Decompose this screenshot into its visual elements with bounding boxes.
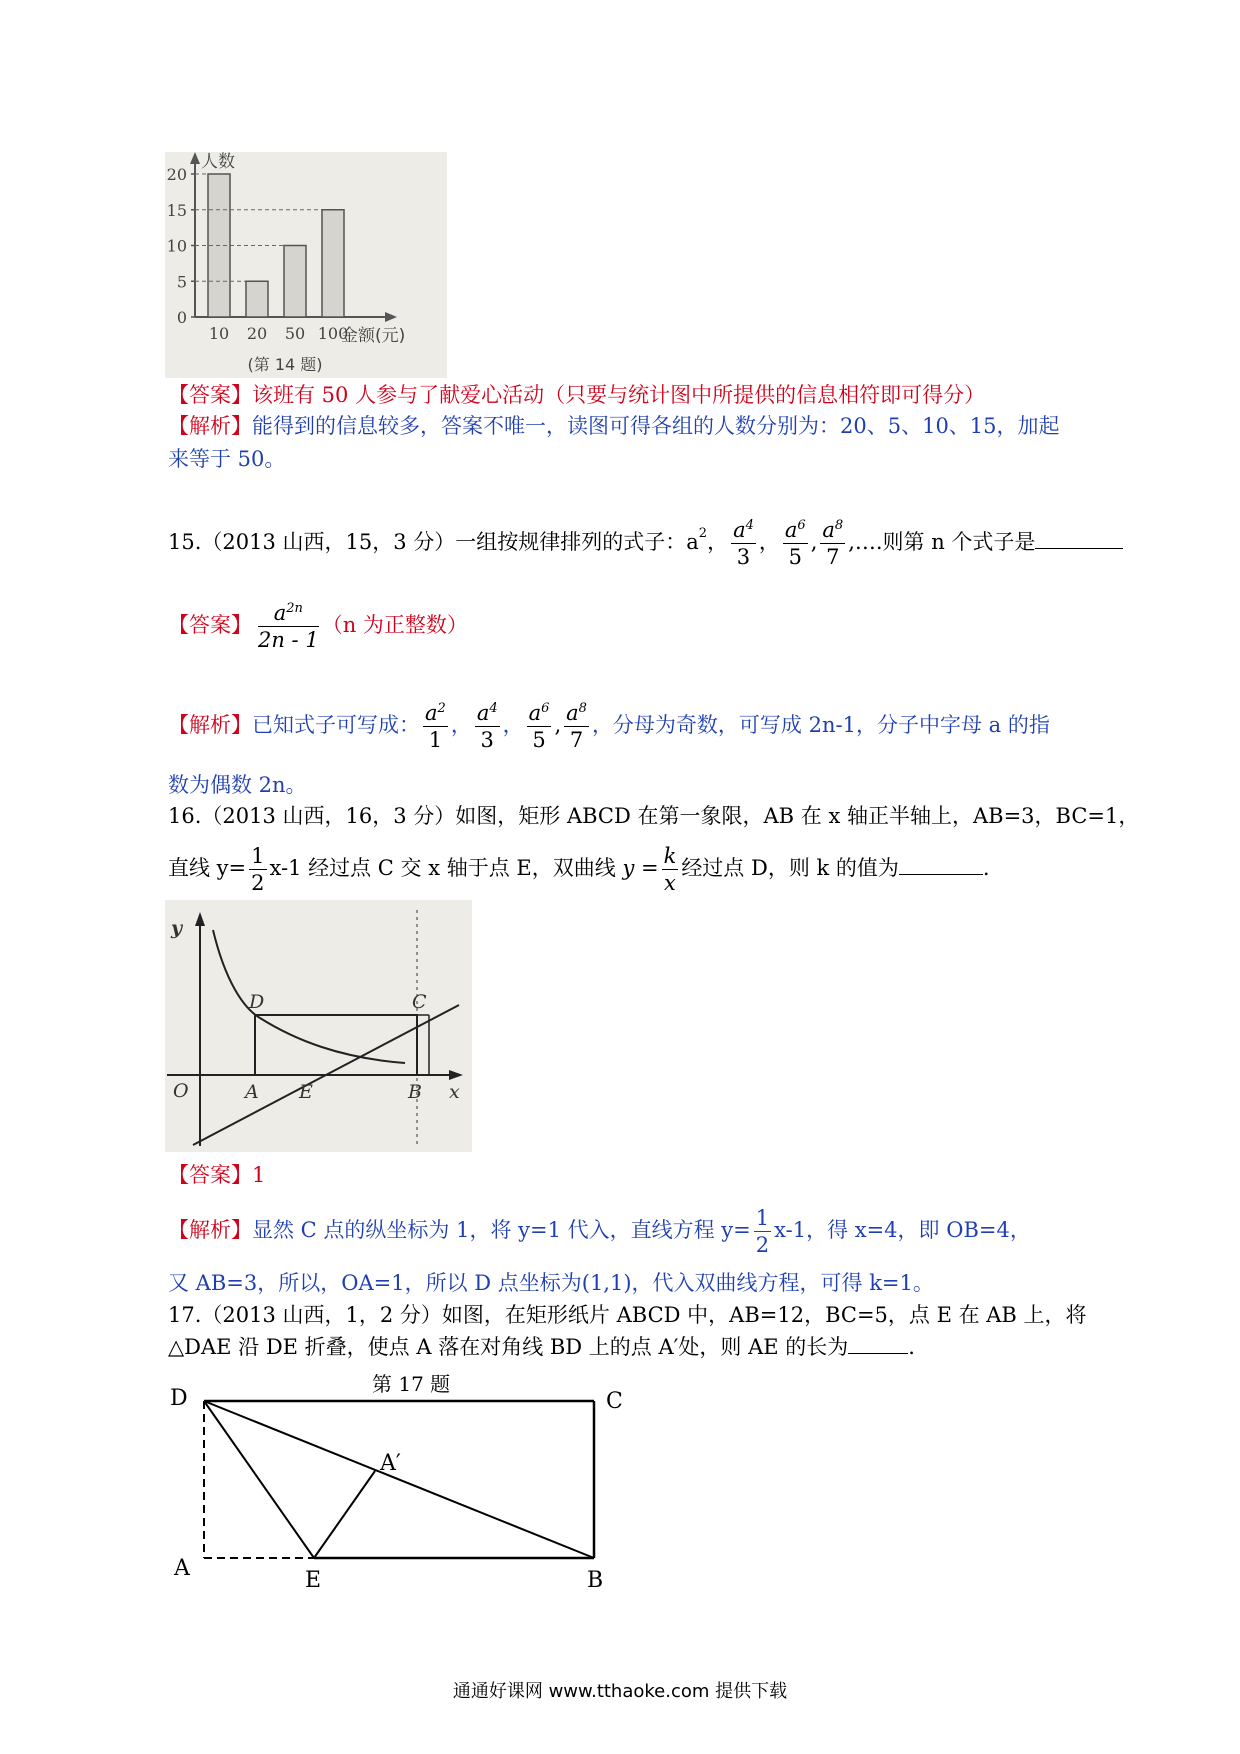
- bar: [246, 281, 268, 317]
- x-tick-label: 100: [317, 324, 349, 343]
- bar-chart-svg: [165, 152, 447, 378]
- q16-answer-line: [168, 1160, 265, 1190]
- y-axis-arrow: [190, 152, 200, 164]
- q17-figure: [160, 1368, 630, 1600]
- answer-blank: [1035, 528, 1123, 549]
- x-tick-label: 10: [208, 324, 230, 343]
- q14-analysis-line1: [168, 411, 1060, 441]
- point-a-label: A: [245, 1081, 259, 1103]
- q14-answer-text: 该班有 50 人参与了献爱心活动（只要与统计图中所提供的信息相符即可得分）: [252, 383, 986, 407]
- q15-answer-note: （n 为正整数）: [321, 613, 468, 637]
- q16-stem-l2c: 经过点 D，则 k 的值为: [681, 856, 899, 880]
- analysis-tag: 【解析】: [168, 713, 252, 737]
- q16-analysis-line2: 又 AB=3，所以，OA=1，所以 D 点坐标为(1,1)，代入双曲线方程，可得 k=1。: [168, 1271, 934, 1295]
- point-d-label: D: [170, 1386, 188, 1411]
- q14-analysis-text1: 能得到的信息较多，答案不唯一，读图可得各组的人数分别为：20、5、10、15，加起: [252, 414, 1060, 438]
- q14-analysis-line2: 来等于 50。: [168, 447, 286, 471]
- q16-stem-y: y =: [622, 856, 659, 880]
- point-a-label: A: [174, 1556, 190, 1581]
- bar: [322, 210, 344, 317]
- q15-analysis-line2: 数为偶数 2n。: [168, 773, 307, 797]
- q17-figure-title: 第 17 题: [372, 1372, 451, 1396]
- answer-tag: 【答案】: [168, 613, 252, 637]
- q15-stem: 15.（2013 山西，15，3 分）一组按规律排列的式子：$a^2$， $\frac{a^4}{3}$ ， $\frac{a^6}{5}$ , $\frac{a^8}{7}$ ,….则第 n 个式子是: [168, 508, 1123, 572]
- q16-figure-svg: [165, 900, 472, 1152]
- q16-analysis-l1a: 显然 C 点的纵坐标为 1，将 y=1 代入，直线方程 y=: [252, 1218, 751, 1242]
- x-tick-label: 50: [284, 324, 306, 343]
- q16-answer-text: 1: [252, 1163, 266, 1187]
- bar: [284, 246, 306, 318]
- q15-term-1: $\frac{a^4}{3}$: [733, 518, 754, 569]
- q15-term-3: $\frac{a^8}{7}$: [822, 518, 844, 569]
- answer-tag: 【答案】: [168, 1163, 252, 1187]
- answer-blank: [848, 1333, 908, 1354]
- x-axis-label: 金额(元): [341, 326, 406, 346]
- chart-caption: (第 14 题): [247, 355, 323, 374]
- q16-hyperbola-fraction: $\frac{k}{x}$: [663, 843, 677, 895]
- q17-figure-svg: [160, 1368, 630, 1600]
- q17-stem-line2-text: △DAE 沿 DE 折叠，使点 A 落在对角线 BD 上的点 A′处，则 AE 的长为: [168, 1335, 849, 1359]
- point-e-label: E: [299, 1081, 313, 1103]
- y-tick-label: 20: [166, 165, 187, 184]
- q15-answer-line: [168, 595, 468, 655]
- q16-figure: [165, 900, 472, 1152]
- q16-stem-l2a: 直线 y=: [168, 856, 247, 880]
- origin-label: O: [173, 1080, 189, 1102]
- q16-analysis-fraction: $\frac{1}{2}$: [755, 1205, 770, 1257]
- q15-analysis-term-1: $\frac{a^2}{1}$: [425, 701, 446, 752]
- q15-analysis-suffix: ，分母为奇数，可写成 2n-1，分子中字母 a 的指: [591, 713, 1050, 737]
- page-footer: 通通好课网 www.tthaoke.com 提供下载: [452, 1681, 788, 1702]
- y-tick-label: 0: [176, 308, 187, 327]
- y-tick-label: 10: [166, 236, 187, 256]
- q15-stem-sup: 2: [698, 526, 708, 541]
- point-e-label: E: [305, 1568, 322, 1593]
- bar-chart-figure: [165, 152, 447, 378]
- y-axis-label: 人数: [201, 152, 235, 172]
- point-b-label: B: [408, 1081, 422, 1103]
- point-c-label: C: [606, 1389, 623, 1414]
- y-tick-label: 5: [176, 272, 187, 292]
- point-b-label: B: [587, 1568, 604, 1593]
- answer-blank: [899, 854, 983, 875]
- q15-stem-suffix: ,….则第 n 个式子是: [848, 530, 1036, 554]
- x-axis-arrow: [385, 312, 397, 322]
- analysis-tag: 【解析】: [168, 414, 252, 438]
- q15-analysis-term-4: $\frac{a^8}{7}$: [566, 701, 587, 752]
- q15-analysis-line1: 【解析】已知式子可写成： $\frac{a^2}{1}$ ， $\frac{a^4}{3}$ ， $\frac{a^6}{5}$ , $\frac{a^8}{7}$ ，分母为奇数，可写成 2n-1，分子中字母 a 的指: [168, 701, 1050, 752]
- q16-stem-line1: 16.（2013 山西，16，3 分）如图，矩形 ABCD 在第一象限，AB 在 x 轴正半轴上，AB=3，BC=1，: [168, 804, 1140, 828]
- q16-slope-fraction: $\frac{1}{2}$: [251, 843, 265, 895]
- q16-analysis-line1: [168, 1200, 1031, 1260]
- axis-y-label: y: [171, 917, 183, 939]
- q17-stem-line2: △DAE 沿 DE 折叠，使点 A 落在对角线 BD 上的点 A′处，则 AE 的长为 .: [168, 1335, 915, 1359]
- x-tick-label: 20: [246, 324, 268, 343]
- analysis-tag: 【解析】: [168, 1218, 252, 1242]
- q16-stem-line2: 直线 y= $\frac{1}{2}$ x-1 经过点 C 交 x 轴于点 E，双曲线 y = $\frac{k}{x}$ 经过点 D，则 k 的值为 .: [168, 843, 990, 895]
- q15-analysis-term-3: $\frac{a^6}{5}$: [528, 701, 550, 752]
- y-tick-label: 15: [166, 200, 187, 220]
- point-a-prime-label: A′: [380, 1451, 401, 1476]
- point-d-label: D: [249, 991, 265, 1013]
- q15-stem-prefix: 15.（2013 山西，15，3 分）一组按规律排列的式子：a: [168, 530, 699, 554]
- q15-answer-fraction: $\frac{a^{2n}}{2n - 1}$: [258, 601, 319, 652]
- q17-stem-line1: 17.（2013 山西，1，2 分）如图，在矩形纸片 ABCD 中，AB=12，BC=5，点 E 在 AB 上，将: [168, 1303, 1087, 1327]
- answer-tag: 【答案】: [168, 383, 252, 407]
- q15-term-2: $\frac{a^6}{5}$: [784, 518, 806, 569]
- axis-x-label: x: [449, 1081, 460, 1103]
- q16-stem-l2b: x-1 经过点 C 交 x 轴于点 E，双曲线: [269, 856, 616, 880]
- q15-analysis-term-2: $\frac{a^4}{3}$: [476, 701, 498, 752]
- q16-analysis-l1b: x-1，得 x=4，即 OB=4，: [774, 1218, 1031, 1242]
- q14-answer-line: [168, 380, 985, 410]
- point-c-label: C: [412, 991, 427, 1013]
- q15-analysis-prefix: 已知式子可写成：: [252, 713, 420, 737]
